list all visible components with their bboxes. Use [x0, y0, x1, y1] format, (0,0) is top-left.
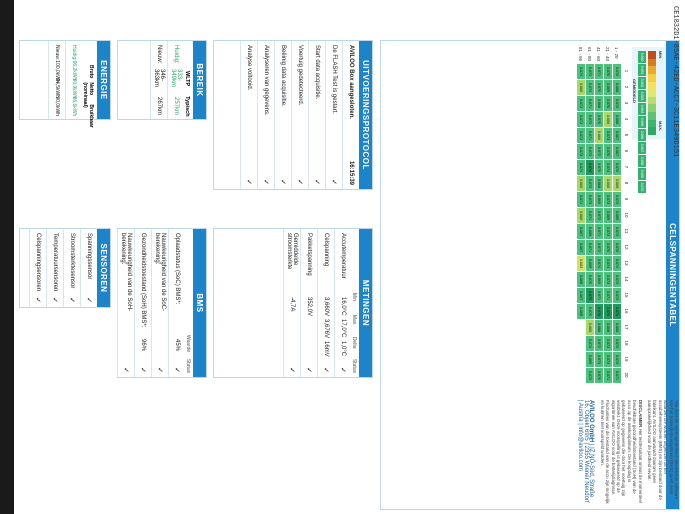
- bms-rows: [117, 229, 185, 377]
- cell-value: 3.672: [586, 368, 594, 383]
- cell-col-header: 9: [624, 197, 629, 201]
- legend-avg-label: GEMIDDELD: [632, 79, 637, 103]
- cell-grid: [576, 47, 629, 383]
- cell-value: 3.666: [577, 208, 585, 223]
- cell-col-header: 1: [624, 69, 629, 73]
- cell-value: 3.671: [577, 192, 585, 207]
- cell-value: 3.673: [586, 192, 594, 207]
- energy-current-row: [65, 41, 82, 119]
- cell-value: 3.671: [586, 128, 594, 143]
- cell-col-header: 17: [624, 324, 629, 330]
- cell-value: 3.671: [604, 288, 612, 303]
- energy-current-usable: 86,6kWh: [71, 96, 77, 117]
- cell-value: 3.676: [595, 304, 603, 319]
- measurement-row: [300, 229, 317, 377]
- measurements-headers: [351, 229, 359, 377]
- cell-value: 3.668: [595, 320, 603, 335]
- cell-value: 3.670: [613, 240, 621, 255]
- cell-col-header: 14: [624, 276, 629, 282]
- cell-value: 3.672: [604, 336, 612, 351]
- sensor-row: [80, 229, 97, 307]
- footer-address: IZ NÖ-Süd, Straße 16, Objekt 69/5 | 2355 Wiener Neudorf | Austria | info@aviloo.com: [577, 400, 595, 503]
- range-new-wltp: 346-363km: [153, 69, 165, 88]
- cell-value: 3.668: [595, 176, 603, 191]
- legend-value: 3.666: [640, 130, 644, 140]
- cell-col-header: 3: [624, 101, 629, 105]
- cell-value: 3.675: [613, 304, 621, 319]
- cell-value: 3.670: [595, 368, 603, 383]
- protocol-item-label: Start data acquisitie.: [314, 45, 320, 100]
- cell-col-header: 10: [624, 212, 629, 218]
- cell-row-label: 61 - 80: [587, 47, 592, 62]
- measurements-min-header: Min.: [351, 292, 357, 303]
- check-icon: ✓: [262, 179, 269, 185]
- cell-value: 3.672: [613, 336, 621, 351]
- energy-gross-header: Bruto: [88, 65, 94, 79]
- cell-value: 3.665: [577, 176, 585, 191]
- cell-value: 3.666: [577, 80, 585, 95]
- cell-value: 3.672: [595, 144, 603, 159]
- legend-value: 3.660: [640, 52, 644, 62]
- bms-label: Oplaadstatus (SoC) BMS*:: [174, 233, 180, 305]
- protocol-item: [308, 41, 325, 189]
- cell-col-header: 12: [624, 244, 629, 250]
- cell-grid-header: [621, 47, 629, 383]
- check-icon: ✓: [339, 367, 346, 373]
- protocol-item: [257, 41, 274, 189]
- check-icon: ✓: [279, 179, 286, 185]
- cell-col-header: 15: [624, 292, 629, 298]
- cell-value: 3.672: [586, 144, 594, 159]
- legend-value: 3.664: [640, 104, 644, 114]
- cell-col-header: 11: [624, 228, 629, 234]
- sensor-row: [63, 229, 80, 307]
- cell-value: 3.675: [586, 288, 594, 303]
- legend-value: 3.663: [640, 91, 644, 101]
- protocol-item-label: Beëinig data acquisitie.: [280, 45, 286, 107]
- cell-value: 3.669: [586, 352, 594, 367]
- cell-value: 3.671: [595, 64, 603, 79]
- cell-value: 3.665: [613, 176, 621, 191]
- energy-current-net: 90,9kWh: [71, 78, 77, 99]
- cell-col-header: 16: [624, 308, 629, 314]
- measurements-rows: [283, 229, 351, 377]
- measurements-title: METINGEN: [359, 229, 372, 377]
- disclaimer-block: *De door de voertuigfabrikant ontwikkelde software van het batterijbeheersysteem (BMS) geeft deze waarden die worden uitgelezen uit het accubeheersysteem (BMS) en zijn bestand door de fabrikant. AVILOO aanvaardt daarom geen aansprakelijkheid voor de juistheid ervan. DISCLAIMER Het testresultaat omvat de momenteel beschikbare gezondheidstoestand (SoH) van de accu op de aankoopdatum. De koopdag is gebaseerd op gegevens die door het voertuig zijn verstrekt. Deze voorspelling is gebaseerd op de algoritmen van AVILOO voor de batterijdiagnose. Fluctuaties van de toestand van de accu zijn mogelijk en kunnen niet voorspeld worden. AVILOO GmbH | IZ NÖ-Süd, Straße 16, Objekt 69/5 | 2355 Wiener Neudorf | Austria | info@aviloo.com: [577, 400, 679, 504]
- sensors-title: SENSOREN: [97, 229, 110, 307]
- cell-value: 3.673: [604, 352, 612, 367]
- energy-title: ENERGIE: [97, 41, 110, 119]
- legend-value: 3.665: [640, 117, 644, 127]
- cell-value: 3.668: [577, 304, 585, 319]
- range-new-label: Nieuw:: [156, 45, 162, 64]
- bms-value: 45%: [174, 339, 180, 352]
- cell-value: 3.672: [595, 240, 603, 255]
- cell-value: 3.670: [604, 240, 612, 255]
- protocol-item: [291, 41, 308, 189]
- check-icon: ✓: [296, 179, 303, 185]
- range-current-wltp: 333-349km: [170, 69, 182, 88]
- sensor-label: Stroomsterktesensor: [69, 233, 75, 289]
- measurement-row: [334, 229, 351, 377]
- cell-value: 3.674: [595, 256, 603, 271]
- check-icon: ✓: [288, 367, 295, 373]
- cell-value: 3.668: [604, 320, 612, 335]
- cell-value: 3.674: [577, 64, 585, 79]
- cell-col-header: 8: [624, 181, 629, 185]
- cell-value: 3.667: [577, 288, 585, 303]
- sensor-label: Celspanningsensoren: [35, 233, 41, 292]
- check-icon: ✓: [305, 367, 312, 373]
- measurements-panel: [213, 228, 373, 378]
- bms-row: [134, 229, 151, 377]
- cell-grid-row: [594, 47, 603, 383]
- legend-value: 3.667: [640, 143, 644, 153]
- cell-value: 3.672: [586, 112, 594, 127]
- energy-new-gross: 100,0kWh: [54, 60, 60, 83]
- check-icon: ✓: [322, 367, 329, 373]
- check-icon: ✓: [122, 367, 129, 373]
- cell-value: 3.669: [595, 192, 603, 207]
- cell-value: 3.674: [604, 256, 612, 271]
- cell-value: 3.670: [595, 160, 603, 175]
- energy-new-label: Nieuw:: [54, 45, 60, 61]
- cell-value: 3.674: [604, 160, 612, 175]
- legend-value: 3.662: [640, 78, 644, 88]
- cell-value: 3.673: [604, 272, 612, 287]
- legend-value: 3.670: [640, 182, 644, 192]
- bms-status-header: Status: [185, 358, 191, 373]
- legend-max-label: MAX.: [658, 121, 663, 131]
- bms-label: Gezondheidstoestand (SoH) BMS*:: [140, 233, 146, 328]
- cell-col-header: 19: [624, 356, 629, 362]
- bms-label: Nauwkeurigheid van de SoH-berekening:: [120, 233, 132, 312]
- cell-value: 3.670: [613, 64, 621, 79]
- document-id: CE1832D1-85AE-42ED-ACC7-3C11E340D151: [671, 6, 679, 158]
- legend-value: 3.668: [640, 156, 644, 166]
- cell-col-header: 7: [624, 165, 629, 169]
- footer-company: AVILOO GmbH: [588, 400, 595, 443]
- energy-new-net: 94,5kWh: [54, 78, 60, 99]
- cell-value: 3.673: [613, 288, 621, 303]
- cell-value: 3.670: [586, 304, 594, 319]
- sensor-row: [29, 229, 46, 307]
- cell-value: 3.673: [613, 352, 621, 367]
- cell-value: 3.676: [586, 160, 594, 175]
- energy-usable-header: Bruikbaar: [88, 104, 94, 128]
- cell-value: 3.663: [577, 256, 585, 271]
- cell-value: 3.670: [595, 112, 603, 127]
- cell-col-header: 2: [624, 85, 629, 89]
- rotated-report: [14, 0, 685, 514]
- cell-col-header: 5: [624, 133, 629, 137]
- cell-value: 3.676: [604, 304, 612, 319]
- cell-value: 3.673: [586, 80, 594, 95]
- protocol-item: [325, 41, 342, 189]
- cell-value: 3.672: [577, 96, 585, 111]
- cell-value: 3.672: [586, 176, 594, 191]
- energy-new-row: [48, 41, 65, 119]
- protocol-panel: [213, 40, 373, 190]
- cell-value: 3.673: [613, 272, 621, 287]
- cell-value: 3.671: [586, 240, 594, 255]
- range-wltp-header: WLTP: [184, 71, 190, 87]
- cell-value: 3.673: [613, 224, 621, 239]
- sensor-label: Spanningssensor: [86, 233, 92, 280]
- protocol-items: [240, 41, 342, 189]
- cell-value: 3.669: [586, 256, 594, 271]
- energy-new-usable: 90,0kWh: [54, 96, 60, 117]
- cell-value: 3.672: [595, 336, 603, 351]
- cell-value: 3.665: [586, 320, 594, 335]
- disclaimer-text: Het testresultaat omvat de momenteel beschikbare gezondheidstoestand (SoH) van de accu op de aankoopdatum. De koopdag is gebaseerd op gegevens die door het voertuig zijn verstrekt. Deze voorspelling is gebaseerd op de algoritmen van AVILOO voor de batterijdiagnose. Fluctuaties van de toestand van de accu zijn mogelijk en kunnen niet voorspeld worden.: [599, 400, 643, 504]
- cell-row-label: 21 - 40: [605, 47, 610, 62]
- cell-value: 3.673: [613, 192, 621, 207]
- range-new-row: [150, 41, 167, 119]
- range-current-label: Huidig:: [173, 45, 179, 64]
- check-icon: ✓: [330, 179, 337, 185]
- cell-value: 3.666: [604, 112, 612, 127]
- sensor-label: Temperatuursensoren: [52, 233, 58, 292]
- cell-value: 3.672: [595, 208, 603, 223]
- bms-value-header: Waarde: [185, 334, 191, 353]
- protocol-title: UITVOERINGSPROTOCOL: [359, 41, 372, 189]
- cell-value: 3.667: [613, 144, 621, 159]
- bms-row: [151, 229, 168, 377]
- measurement-label: Accutemperatuur: [340, 233, 346, 279]
- cell-value: 3.672: [586, 64, 594, 79]
- cell-value: 3.670: [586, 272, 594, 287]
- measurement-min: 16,0°C: [340, 297, 346, 316]
- range-new-typ: 267km: [156, 97, 162, 116]
- energy-headers: [82, 41, 97, 128]
- measurement-label: Gemiddelde stroomsterkte: [286, 233, 298, 270]
- cell-value: 3.667: [577, 224, 585, 239]
- measurements-status-header: Status: [351, 358, 357, 373]
- cell-row-label: 1 - 20: [614, 47, 619, 59]
- cell-value: 3.673: [577, 144, 585, 159]
- measurement-delta: 16mV: [323, 341, 329, 357]
- legend-min-label: MIN: [658, 51, 663, 59]
- cell-col-header: 4: [624, 117, 629, 121]
- cell-col-header: 13: [624, 260, 629, 266]
- bms-headers: [185, 229, 193, 377]
- cell-value: 3.673: [604, 128, 612, 143]
- check-icon: ✓: [139, 367, 146, 373]
- cell-value: 3.669: [613, 208, 621, 223]
- cell-value: 3.670: [604, 144, 612, 159]
- cell-grid-row: [576, 47, 585, 383]
- cell-value: 3.668: [613, 80, 621, 95]
- range-title: BEREIK: [193, 41, 206, 119]
- cell-col-header: 6: [624, 149, 629, 153]
- sensor-row: [46, 229, 63, 307]
- cell-value: 3.670: [604, 64, 612, 79]
- cell-value: 3.671: [595, 224, 603, 239]
- cell-value: 3.666: [595, 128, 603, 143]
- energy-panel: [19, 40, 111, 128]
- bms-title: BMS: [193, 229, 206, 377]
- measurement-max: 17,0°C: [340, 319, 346, 338]
- cell-value: 3.667: [613, 128, 621, 143]
- cell-value: 3.669: [604, 80, 612, 95]
- cell-value: 3.668: [613, 320, 621, 335]
- sensors-rows: [29, 229, 97, 307]
- cell-value: 3.673: [586, 336, 594, 351]
- cell-grid-row: [612, 47, 621, 383]
- cell-value: 3.671: [586, 208, 594, 223]
- disclaimer-title: DISCLAIMER: [637, 400, 643, 428]
- measurements-delta-header: Delta: [351, 336, 357, 349]
- cell-row-label: 41 - 60: [596, 47, 601, 62]
- measurements-max-header: Max.: [351, 314, 357, 326]
- measurement-row: [317, 229, 334, 377]
- protocol-item-label: Analyse voltooid.: [246, 45, 252, 91]
- bms-row: [117, 229, 134, 377]
- cell-value: 3.668: [595, 96, 603, 111]
- range-headers: [184, 41, 193, 119]
- legend-color-bar: [648, 51, 656, 135]
- cell-grid-row: [585, 47, 594, 383]
- protocol-item-label: Analyseren van gegevens.: [263, 45, 269, 116]
- check-icon: ✓: [68, 297, 75, 303]
- check-icon: ✓: [156, 367, 163, 373]
- bms-panel: [117, 228, 207, 378]
- range-panel: [117, 40, 207, 120]
- cell-value: 3.673: [604, 224, 612, 239]
- protocol-item-label: De FLASH Test is gestart.: [331, 45, 337, 114]
- cell-legend: [632, 47, 666, 192]
- document-page: [14, 0, 685, 514]
- protocol-item: [240, 41, 257, 189]
- protocol-connected-row: [342, 41, 359, 189]
- protocol-connected-time: 16:15:39: [348, 160, 354, 185]
- protocol-connected-label: AVILOO Box aangesloten.: [348, 45, 354, 119]
- check-icon: ✓: [85, 297, 92, 303]
- cell-value: [577, 320, 585, 335]
- legend-value: 3.661: [640, 65, 644, 75]
- range-current-typ: 257km: [173, 97, 179, 116]
- cell-grid-row: [603, 47, 612, 383]
- cell-value: [577, 368, 585, 383]
- cell-value: 3.668: [577, 272, 585, 287]
- cell-col-header: 20: [624, 372, 629, 378]
- sensors-panel: [19, 228, 111, 308]
- cell-value: 3.669: [604, 208, 612, 223]
- cell-col-header: 18: [624, 340, 629, 346]
- cell-value: 3.665: [604, 176, 612, 191]
- cell-value: 3.671: [613, 368, 621, 383]
- cell-value: 3.671: [595, 288, 603, 303]
- measurement-row: [283, 229, 300, 377]
- legend-values: [638, 51, 646, 194]
- legend-value: 3.669: [640, 169, 644, 179]
- bms-label: Nauwkeurigheid van de SoC-berekening:: [154, 233, 166, 312]
- check-icon: ✓: [51, 297, 58, 303]
- range-typ-header: Typisch: [184, 96, 190, 117]
- measurement-min: -4,7A: [289, 297, 295, 312]
- cell-value: 3.674: [577, 160, 585, 175]
- check-icon: ✓: [313, 179, 320, 185]
- measurement-delta: 1,0°C: [340, 341, 346, 357]
- energy-net-header: Netto (nominaal): [82, 82, 94, 108]
- protocol-item-label: Voertuig gedetecteerd.: [297, 45, 303, 106]
- cell-row-label: 81 - 96: [578, 47, 583, 62]
- cell-value: [577, 352, 585, 367]
- measurement-label: Pakketspanning: [306, 233, 312, 276]
- check-icon: ✓: [34, 297, 41, 303]
- cell-value: 3.668: [613, 112, 621, 127]
- cell-value: 3.671: [604, 368, 612, 383]
- cell-value: 3.671: [586, 96, 594, 111]
- disclaimer-lead: *De door de voertuigfabrikant ontwikkelde software van het batterijbeheersysteem (BMS) geeft deze waarden die worden uitgelezen uit het accubeheersysteem (BMS) en zijn bestand door de fabrikant. AVILOO aanvaardt daarom geen aansprakelijkheid voor de juistheid ervan.: [646, 400, 679, 500]
- measurement-label: Celspanning: [323, 233, 329, 267]
- measurement-max: 3,676V: [323, 319, 329, 339]
- cell-value: 3.672: [577, 112, 585, 127]
- cell-value: 3.673: [604, 192, 612, 207]
- cell-value: 3.674: [613, 256, 621, 271]
- protocol-item: [274, 41, 291, 189]
- cell-value: 3.669: [595, 272, 603, 287]
- cell-value: 3.667: [577, 240, 585, 255]
- cell-value: 3.670: [595, 80, 603, 95]
- energy-current-label: Huidig:: [71, 45, 77, 61]
- range-current-row: [167, 41, 184, 119]
- cell-value: 3.673: [595, 352, 603, 367]
- measurement-min: 3,660V: [323, 297, 329, 317]
- check-icon: ✓: [173, 367, 180, 373]
- cell-grid-body: [576, 47, 621, 383]
- cell-value: 3.669: [586, 224, 594, 239]
- cell-value: [577, 336, 585, 351]
- bms-row: [168, 229, 185, 377]
- energy-current-gross: 96,2kWh: [71, 60, 77, 81]
- cell-voltage-table-title: CELSPANNINGENTABEL: [666, 41, 679, 509]
- check-icon: ✓: [245, 179, 252, 185]
- cell-value: 3.670: [613, 160, 621, 175]
- cell-value: 3.670: [604, 96, 612, 111]
- bms-value: 96%: [140, 339, 146, 352]
- measurement-min: 352,0V: [306, 297, 312, 317]
- cell-value: 3.672: [613, 96, 621, 111]
- cell-value: 3.672: [577, 128, 585, 143]
